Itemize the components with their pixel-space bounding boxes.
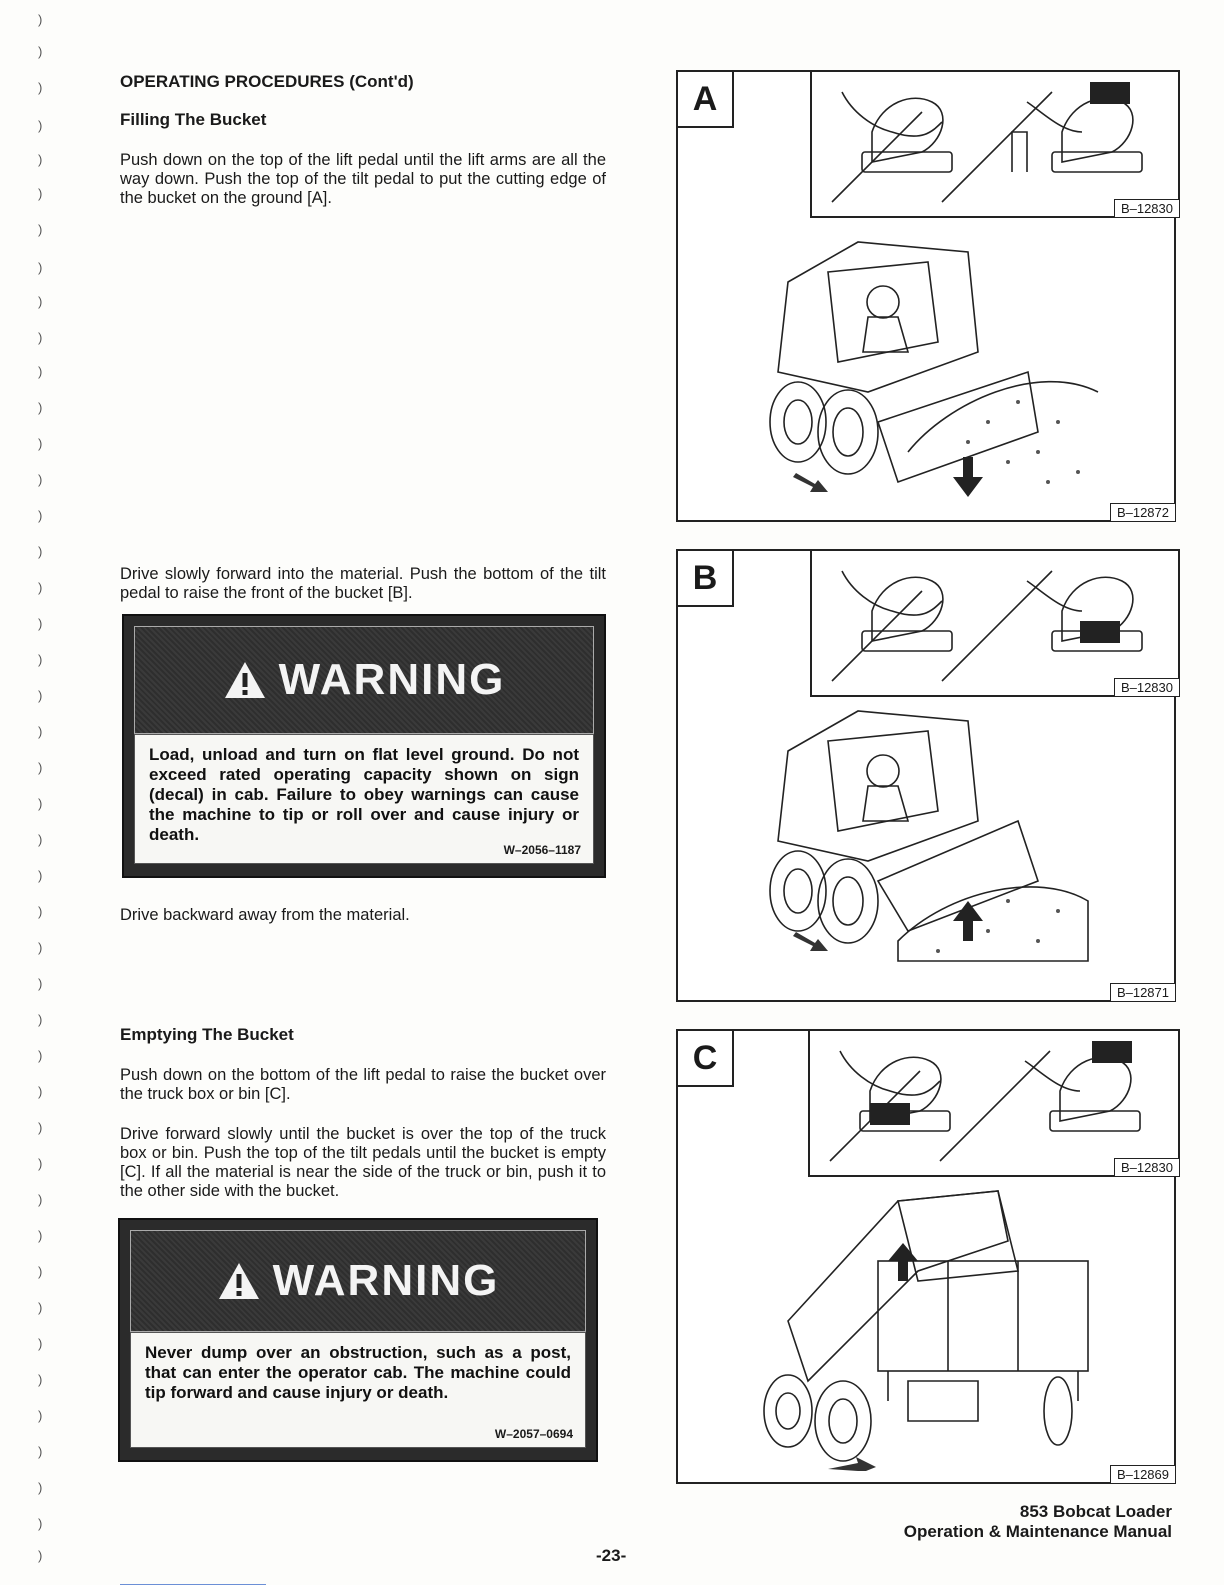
- binder-hole-mark: ): [38, 80, 43, 95]
- warning-banner: [134, 626, 594, 734]
- paragraph-fill-step1: Push down on the top of the lift pedal until the lift arms are all the way down. Push the top of the tilt pedal to put the cutting edge of the bucket on the ground [A].: [120, 151, 606, 207]
- binder-hole-mark: ): [38, 1336, 43, 1351]
- warning-text: Never dump over an obstruction, such as a post, that can enter the operator cab. The machine could tip forward and cause injury or death.: [145, 1343, 571, 1402]
- subsection-heading-emptying: Emptying The Bucket: [120, 1025, 294, 1044]
- binder-hole-mark: ): [38, 724, 43, 739]
- main-figure-code: B–12872: [1110, 503, 1176, 522]
- binder-hole-mark: ): [38, 508, 43, 523]
- foot-pedal-illustration: [810, 1031, 1178, 1175]
- inset-figure-code: B–12830: [1114, 678, 1180, 697]
- binder-hole-mark: ): [38, 652, 43, 667]
- figure-letter: C: [678, 1031, 734, 1087]
- binder-hole-mark: ): [38, 400, 43, 415]
- paragraph-empty-step1: Push down on the bottom of the lift pedal to raise the bucket over the truck box or bin [C].: [120, 1066, 606, 1103]
- warning-box-1: [122, 614, 606, 878]
- subsection-heading-filling: Filling The Bucket: [120, 110, 267, 129]
- binder-hole-mark: ): [38, 1228, 43, 1243]
- figure-c: [676, 1029, 1176, 1484]
- binder-hole-mark: ): [38, 260, 43, 275]
- pedal-inset: [810, 70, 1180, 218]
- warning-body: [130, 1332, 586, 1448]
- binder-hole-mark: ): [38, 760, 43, 775]
- binder-hole-mark: ): [38, 580, 43, 595]
- warning-title: WARNING: [278, 655, 506, 704]
- pedal-inset: [808, 1029, 1180, 1177]
- binder-hole-mark: ): [38, 12, 43, 27]
- main-figure-code: B–12871: [1110, 983, 1176, 1002]
- binder-hole-mark: ): [38, 1264, 43, 1279]
- binder-hole-mark: ): [38, 1516, 43, 1531]
- binder-hole-mark: ): [38, 1192, 43, 1207]
- binder-hole-mark: ): [38, 1300, 43, 1315]
- inset-figure-code: B–12830: [1114, 199, 1180, 218]
- binder-hole-mark: ): [38, 832, 43, 847]
- warning-code: W–2057–0694: [494, 1427, 573, 1441]
- warning-body: [134, 734, 594, 864]
- foot-pedal-illustration: [812, 72, 1178, 216]
- binder-hole-mark: ): [38, 1156, 43, 1171]
- warning-triangle-icon: [217, 1261, 261, 1301]
- inset-figure-code: B–12830: [1114, 1158, 1180, 1177]
- page-number: -23-: [596, 1546, 627, 1565]
- binder-hole-mark: ): [38, 186, 43, 201]
- loader-filling-illustration: [738, 701, 1118, 991]
- paragraph-fill-step2: Drive slowly forward into the material. Push the bottom of the tilt pedal to raise the front of the bucket [B].: [120, 565, 606, 602]
- binder-hole-mark: ): [38, 544, 43, 559]
- binder-hole-mark: ): [38, 976, 43, 991]
- binder-hole-mark: ): [38, 222, 43, 237]
- figure-letter: A: [678, 72, 734, 128]
- main-figure-code: B–12869: [1110, 1465, 1176, 1484]
- figure-b: [676, 549, 1176, 1002]
- binder-hole-mark: ): [38, 904, 43, 919]
- binder-hole-mark: ): [38, 1048, 43, 1063]
- binder-hole-mark: ): [38, 796, 43, 811]
- loader-digging-illustration: [738, 222, 1118, 512]
- binder-hole-mark: ): [38, 868, 43, 883]
- binder-hole-mark: ): [38, 364, 43, 379]
- figure-letter: B: [678, 551, 734, 607]
- manual-title-line1: 853 Bobcat Loader: [1019, 1502, 1172, 1521]
- foot-pedal-illustration: [812, 551, 1178, 695]
- binder-hole-mark: ): [38, 1548, 43, 1563]
- binder-hole-mark: ): [38, 436, 43, 451]
- binder-hole-mark: ): [38, 616, 43, 631]
- warning-title: WARNING: [272, 1256, 500, 1305]
- binder-hole-mark: ): [38, 688, 43, 703]
- binder-hole-mark: ): [38, 1372, 43, 1387]
- pedal-inset: [810, 549, 1180, 697]
- paragraph-fill-step3: Drive backward away from the material.: [120, 906, 410, 924]
- loader-dumping-illustration: [748, 1181, 1108, 1471]
- warning-banner: [130, 1230, 586, 1332]
- paragraph-empty-step2: Drive forward slowly until the bucket is over the top of the truck box or bin. Push the top of the tilt pedals until the bucket is empty [C]. If all the material is near the side of the truck or bin, push it to the other side with the bucket.: [120, 1125, 606, 1200]
- binder-hole-mark: ): [38, 472, 43, 487]
- binder-hole-mark: ): [38, 294, 43, 309]
- binder-hole-mark: ): [38, 1084, 43, 1099]
- manual-title: [904, 1502, 1172, 1542]
- binder-hole-mark: ): [38, 44, 43, 59]
- binder-hole-mark: ): [38, 1480, 43, 1495]
- binder-hole-mark: ): [38, 1444, 43, 1459]
- warning-text: Load, unload and turn on flat level ground. Do not exceed rated operating capacity shown on sign (decal) in cab. Failure to obey warnings can cause the machine to tip or roll over and cause injury or death.: [149, 745, 579, 844]
- binder-hole-mark: ): [38, 330, 43, 345]
- binder-hole-mark: ): [38, 1012, 43, 1027]
- binder-hole-mark: ): [38, 1408, 43, 1423]
- warning-code: W–2056–1187: [503, 843, 581, 857]
- warning-triangle-icon: [223, 660, 267, 700]
- section-title: OPERATING PROCEDURES (Cont'd): [120, 72, 414, 91]
- manual-title-line2: Operation & Maintenance Manual: [903, 1522, 1172, 1541]
- binder-hole-mark: ): [38, 152, 43, 167]
- binder-hole-mark: ): [38, 1120, 43, 1135]
- binder-hole-mark: ): [38, 940, 43, 955]
- figure-a: [676, 70, 1176, 522]
- warning-box-2: [118, 1218, 598, 1462]
- binder-hole-mark: ): [38, 118, 43, 133]
